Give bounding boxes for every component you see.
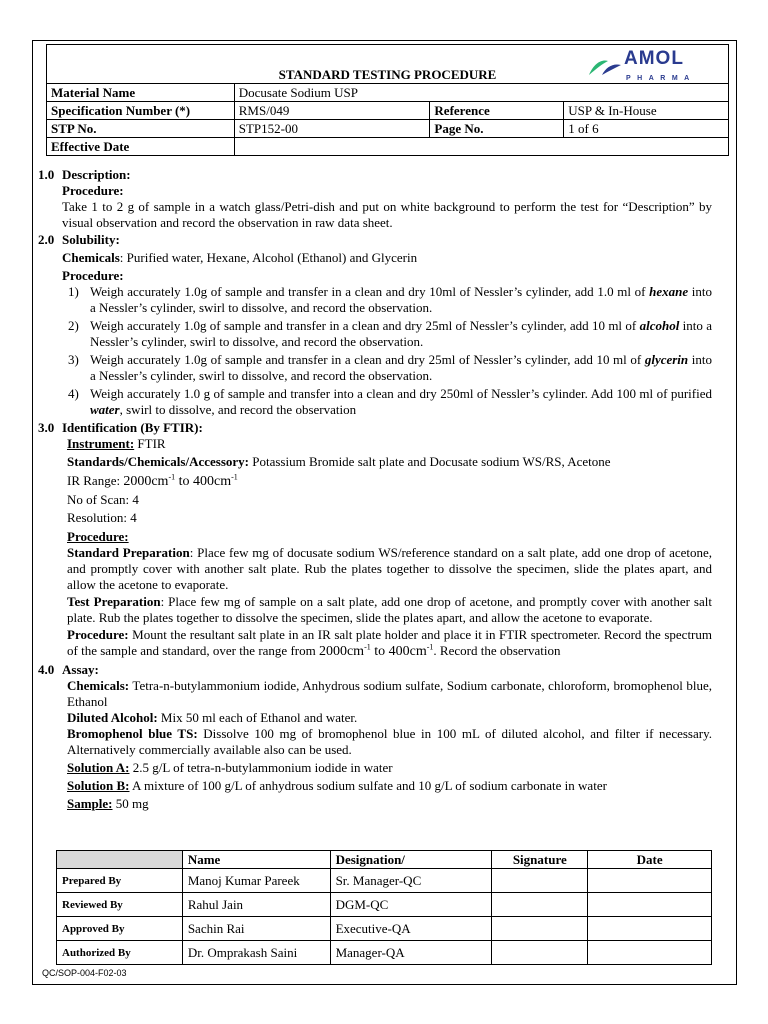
signature-cell [492, 917, 588, 941]
test-prep-label: Test Preparation [67, 594, 161, 609]
bromophenol-label: Bromophenol blue TS: [67, 726, 198, 741]
sample [38, 796, 712, 812]
section-assay [38, 662, 712, 678]
material-name-label: Material Name [47, 84, 235, 102]
signoff-header-date: Date [588, 851, 712, 869]
designation: Manager-QA [330, 941, 492, 965]
table-row [57, 869, 712, 893]
table-row [57, 941, 712, 965]
reference-value: USP & In-House [564, 102, 729, 120]
section-title: Description: [62, 167, 131, 182]
description-procedure-heading: Procedure: [62, 183, 124, 198]
role-label: Authorized By [57, 941, 183, 965]
list-item [38, 352, 712, 384]
diluted-alcohol-label: Diluted Alcohol: [67, 710, 158, 725]
solvent-name: hexane [649, 284, 689, 299]
stp-number-value: STP152-00 [234, 120, 430, 138]
solution-a [38, 760, 712, 776]
solvent-name: alcohol [639, 318, 680, 333]
sample-text: 50 mg [112, 796, 149, 811]
standards-value: Potassium Bromide salt plate and Docusate sodium WS/RS, Acetone [249, 454, 611, 469]
standard-prep-text: : Place few mg of docusate sodium WS/reference standard on a salt plate, add one drop of acetone, and promptly cover with another salt plate. Rub the plates together to dissolve the specimen, slide the plates apart, and allow the acetone to evaporate. [67, 545, 713, 592]
signature-cell [492, 941, 588, 965]
instrument-label: Instrument: [67, 436, 135, 451]
section-description [38, 167, 712, 183]
person-name: Manoj Kumar Pareek [182, 869, 330, 893]
ir-range-label: IR Range: [67, 473, 124, 488]
assay-chemicals [38, 678, 712, 710]
solution-b-label: Solution B: [67, 778, 130, 793]
signature-cell [492, 893, 588, 917]
list-number: 4) [68, 386, 79, 401]
list-number: 1) [68, 284, 79, 299]
list-text: Weigh accurately 1.0 g of sample and transfer into a clean and dry 250ml of Nessler’s cylinder. Add 100 ml of purified [90, 386, 712, 401]
list-item [38, 318, 712, 350]
list-text: , swirl to dissolve, and record the observation [119, 402, 357, 417]
form-number: QC/SOP-004-F02-03 [42, 968, 127, 978]
solution-b-text: A mixture of 100 g/L of anhydrous sodium sulfate and 10 g/L of sodium carbonate in water [129, 778, 607, 793]
person-name: Sachin Rai [182, 917, 330, 941]
procedure-label: Procedure: [67, 627, 129, 642]
date-cell [588, 869, 712, 893]
section-title: Identification (By FTIR): [62, 420, 203, 435]
page-number-value: 1 of 6 [564, 120, 729, 138]
section-title: Solubility: [62, 232, 120, 247]
procedure-text: Mount the resultant salt plate in an IR salt plate holder and place it in FTIR spectrometer. Record the spectrum of the sample and standard, over the range from [67, 627, 712, 658]
standard-prep-label: Standard Preparation [67, 545, 190, 560]
superscript: -1 [168, 472, 176, 482]
title-cell [47, 45, 729, 84]
ftir-procedure [38, 627, 712, 660]
company-logo [588, 48, 718, 82]
effective-date-value [234, 138, 728, 156]
header-table [46, 44, 729, 156]
material-name-value: Docusate Sodium USP [234, 84, 728, 102]
sample-label: Sample: [67, 796, 113, 811]
document-body [38, 166, 712, 812]
person-name: Rahul Jain [182, 893, 330, 917]
date-cell [588, 893, 712, 917]
section-number: 2.0 [38, 232, 55, 247]
stp-number-label: STP No. [47, 120, 235, 138]
list-number: 2) [68, 318, 79, 333]
range-to: to 400cm [370, 644, 427, 659]
designation: Sr. Manager-QC [330, 869, 492, 893]
solvent-name: water [90, 402, 120, 417]
bromophenol-blue [38, 726, 712, 758]
procedure-end: . Record the observation [433, 643, 561, 658]
list-text: into a Nessler’s cylinder, swirl to dissolve, and record the observation. [90, 352, 712, 383]
table-row [57, 917, 712, 941]
test-preparation [38, 594, 712, 626]
section-number: 4.0 [38, 662, 55, 677]
solubility-procedure-heading: Procedure: [62, 268, 124, 283]
date-cell [588, 941, 712, 965]
chemicals-label: Chemicals: [67, 678, 130, 693]
bromophenol-text: Dissolve 100 mg of bromophenol blue in 100 mL of diluted alcohol, and filter if necessary. Alternatively commercially available also can be used. [67, 726, 712, 757]
solvent-name: glycerin [644, 352, 689, 367]
role-label: Approved By [57, 917, 183, 941]
resolution: Resolution: 4 [67, 510, 137, 525]
section-solubility [38, 232, 712, 248]
solution-b [38, 778, 712, 794]
logo-subtext: PHARMA [626, 75, 696, 82]
solution-a-label: Solution A: [67, 760, 130, 775]
solubility-chemicals [38, 250, 712, 266]
signature-cell [492, 869, 588, 893]
signoff-header-designation: Designation/ [330, 851, 492, 869]
ir-range-line [38, 473, 712, 490]
instrument-line [38, 436, 712, 452]
designation: DGM-QC [330, 893, 492, 917]
list-text: into a Nessler’s cylinder, swirl to dissolve, and record the observation. [90, 284, 712, 315]
superscript: -1 [426, 642, 434, 652]
chemicals-text: : Purified water, Hexane, Alcohol (Ethanol) and Glycerin [119, 250, 418, 265]
ir-range-from: 2000cm [123, 474, 169, 489]
leaf-logo-icon [588, 55, 622, 77]
reference-label: Reference [430, 102, 564, 120]
signoff-table [56, 850, 712, 965]
standards-line [38, 454, 712, 470]
signoff-header-blank [57, 851, 183, 869]
section-title: Assay: [62, 662, 99, 677]
person-name: Dr. Omprakash Saini [182, 941, 330, 965]
spec-number-label: Specification Number (*) [47, 102, 235, 120]
diluted-alcohol [38, 710, 712, 726]
section-number: 1.0 [38, 167, 55, 182]
range-from: 2000cm [318, 644, 365, 659]
date-cell [588, 917, 712, 941]
superscript: -1 [364, 642, 371, 652]
standards-label: Standards/Chemicals/Accessory: [67, 454, 249, 469]
section-identification [38, 420, 712, 436]
list-number: 3) [68, 352, 79, 367]
identification-procedure-heading: Procedure: [67, 529, 129, 544]
diluted-alcohol-text: Mix 50 ml each of Ethanol and water. [157, 710, 358, 725]
chemicals-text: Tetra-n-butylammonium iodide, Anhydrous sodium sulfate, Sodium carbonate, chloroform, bromophenol blue, Ethanol [67, 678, 712, 709]
scan-count: No of Scan: 4 [67, 492, 139, 507]
logo-text: AMOL [624, 48, 684, 69]
standard-preparation [38, 545, 712, 593]
role-label: Prepared By [57, 869, 183, 893]
page-number-label: Page No. [430, 120, 564, 138]
solution-a-text: 2.5 g/L of tetra-n-butylammonium iodide in water [129, 760, 393, 775]
spec-number-value: RMS/049 [234, 102, 430, 120]
section-number: 3.0 [38, 420, 55, 435]
table-row [57, 893, 712, 917]
instrument-value: FTIR [134, 436, 166, 451]
chemicals-label: Chemicals [62, 250, 120, 265]
list-item [38, 386, 712, 418]
superscript: -1 [231, 472, 238, 482]
role-label: Reviewed By [57, 893, 183, 917]
list-text: Weigh accurately 1.0g of sample and transfer in a clean and dry 25ml of Nessler’s cylinder, add 10 ml of [90, 352, 645, 367]
test-prep-text: : Place few mg of sample on a salt plate, add one drop of acetone, and promptly cover with another salt plate. Rub the plates together to dissolve the specimen, slide the plates apart, and allow the acetone to evaporate. [67, 594, 712, 625]
ir-range-to: to 400cm [175, 474, 232, 489]
list-text: Weigh accurately 1.0g of sample and transfer in a clean and dry 25ml of Nessler’s cylinder, add 10 ml of [90, 318, 640, 333]
description-text: Take 1 to 2 g of sample in a watch glass/Petri-dish and put on white background to perform the test for “Description” by visual observation and record the observation in raw data sheet. [62, 199, 712, 230]
designation: Executive-QA [330, 917, 492, 941]
signoff-header-name: Name [182, 851, 330, 869]
signoff-header-signature: Signature [492, 851, 588, 869]
list-item [38, 284, 712, 316]
list-text: into a Nessler’s cylinder, swirl to dissolve, and record the observation. [90, 318, 713, 349]
effective-date-label: Effective Date [47, 138, 235, 156]
list-text: Weigh accurately 1.0g of sample and transfer in a clean and dry 10ml of Nessler’s cylinder, add 1.0 ml of [90, 284, 650, 299]
document-title: STANDARD TESTING PROCEDURE [278, 67, 497, 82]
